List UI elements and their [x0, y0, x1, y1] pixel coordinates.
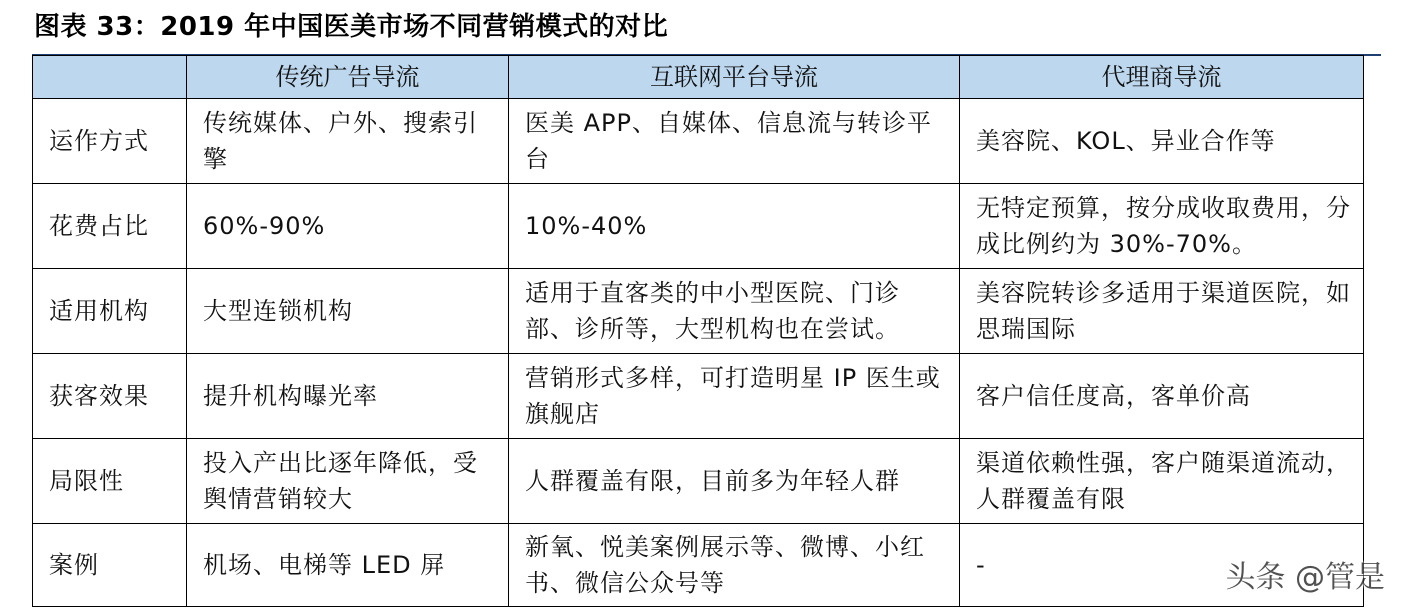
table-row [33, 269, 1364, 354]
table-row [33, 524, 1364, 607]
table-cell: 适用于直客类的中小型医院、门诊部、诊所等，大型机构也在尝试。 [509, 269, 960, 354]
table-cell: 60%-90% [187, 184, 509, 269]
table-cell: 渠道依赖性强，客户随渠道流动，人群覆盖有限 [960, 439, 1364, 524]
row-label: 获客效果 [33, 354, 187, 439]
table-cell: 新氧、悦美案例展示等、微博、小红书、微信公众号等 [509, 524, 960, 607]
watermark: 头条 @管是 [1225, 560, 1385, 595]
header-internet-platform: 互联网平台导流 [509, 56, 960, 99]
table-cell: 机场、电梯等 LED 屏 [187, 524, 509, 607]
row-label: 局限性 [33, 439, 187, 524]
header-corner-cell [33, 56, 187, 99]
table-cell: 传统媒体、户外、搜索引擎 [187, 99, 509, 184]
table-cell: 医美 APP、自媒体、信息流与转诊平台 [509, 99, 960, 184]
table-cell: - [960, 524, 1364, 607]
table-header-row [33, 56, 1364, 99]
table-cell: 人群覆盖有限，目前多为年轻人群 [509, 439, 960, 524]
figure-title: 图表 33：2019 年中国医美市场不同营销模式的对比 [34, 12, 669, 42]
table-cell: 客户信任度高，客单价高 [960, 354, 1364, 439]
table-row [33, 354, 1364, 439]
row-label: 案例 [33, 524, 187, 607]
table-cell: 无特定预算，按分成收取费用，分成比例约为 30%-70%。 [960, 184, 1364, 269]
table-cell: 美容院、KOL、异业合作等 [960, 99, 1364, 184]
table-row [33, 99, 1364, 184]
row-label: 运作方式 [33, 99, 187, 184]
table-row [33, 439, 1364, 524]
row-label: 花费占比 [33, 184, 187, 269]
table-cell: 大型连锁机构 [187, 269, 509, 354]
header-traditional-ads: 传统广告导流 [187, 56, 509, 99]
table-cell: 投入产出比逐年降低，受舆情营销较大 [187, 439, 509, 524]
table-cell: 营销形式多样，可打造明星 IP 医生或旗舰店 [509, 354, 960, 439]
table-row [33, 184, 1364, 269]
marketing-comparison-table [32, 55, 1364, 607]
table-cell: 美容院转诊多适用于渠道医院，如思瑞国际 [960, 269, 1364, 354]
row-label: 适用机构 [33, 269, 187, 354]
header-agent: 代理商导流 [960, 56, 1364, 99]
table-cell: 提升机构曝光率 [187, 354, 509, 439]
table-cell: 10%-40% [509, 184, 960, 269]
